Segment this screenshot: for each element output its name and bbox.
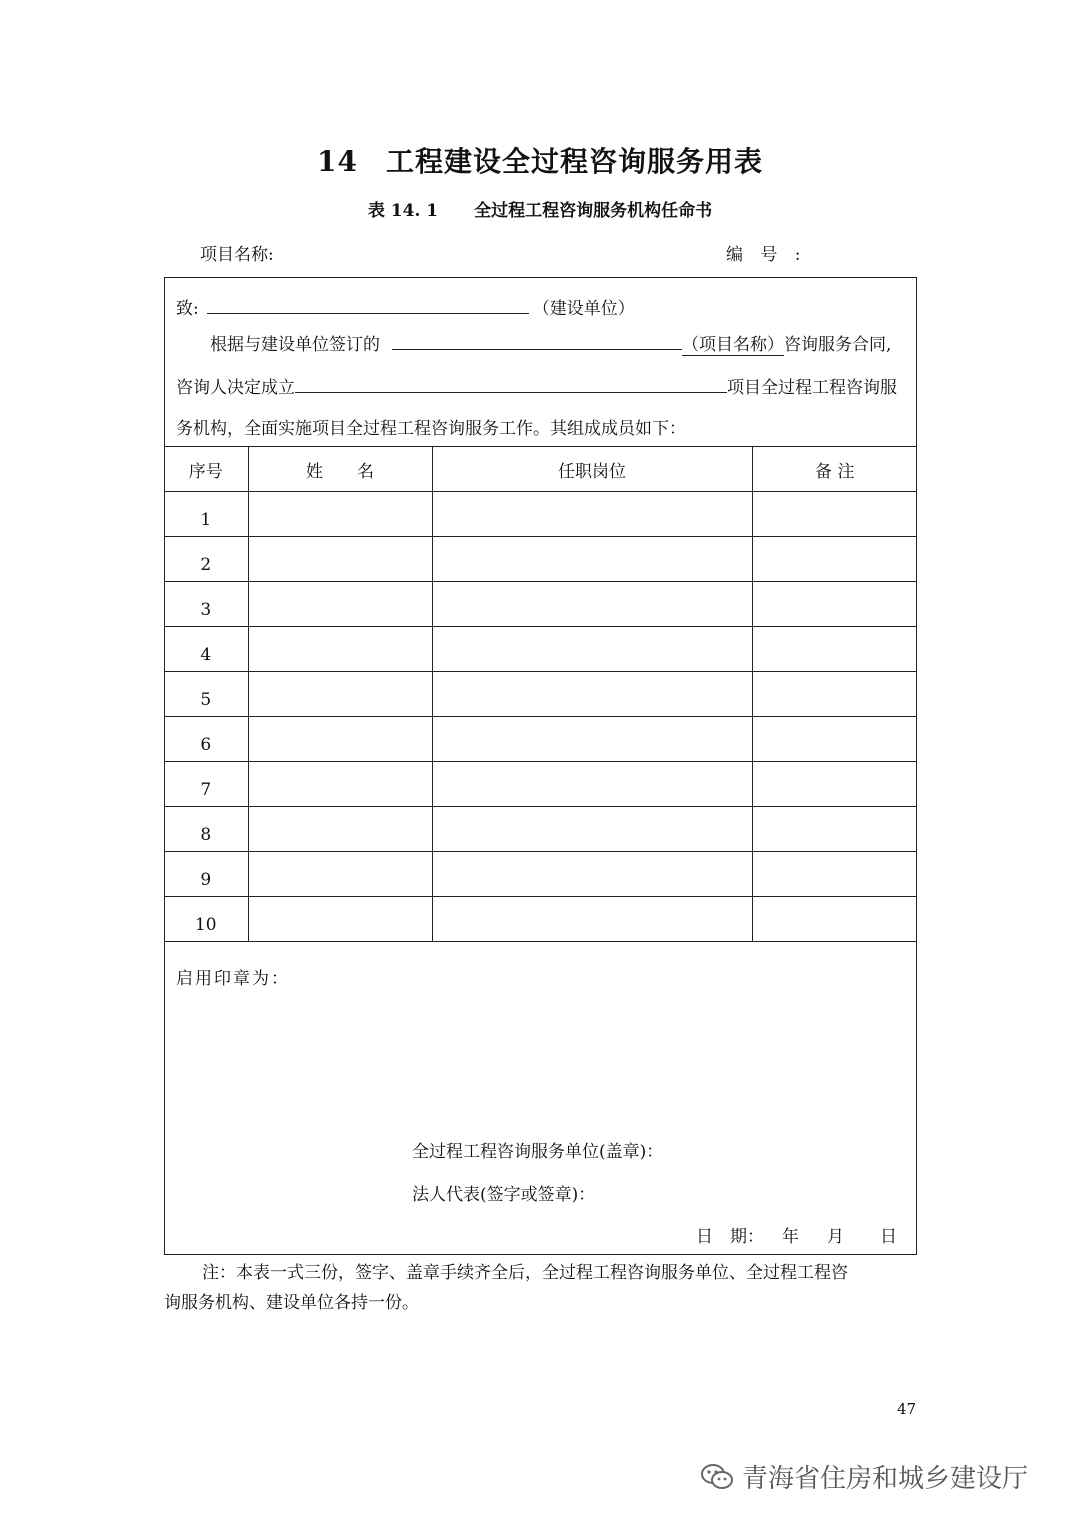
row-seq: 2 <box>164 537 248 582</box>
remark-cell[interactable] <box>752 852 917 897</box>
table-row <box>164 627 917 672</box>
unit-seal-label: 全过程工程咨询服务单位(盖章)： <box>412 1142 664 1162</box>
table-row <box>164 807 917 852</box>
project-name-label: 项目名称: <box>200 245 274 265</box>
row-seq: 8 <box>164 807 248 852</box>
table-row <box>164 537 917 582</box>
seal-label: 启用印章为： <box>176 969 290 989</box>
row-seq: 5 <box>164 672 248 717</box>
chapter-title-text: 工程建设全过程咨询服务用表 <box>385 145 763 178</box>
name-cell[interactable] <box>248 537 432 582</box>
row-seq: 7 <box>164 762 248 807</box>
construction-unit-blank[interactable] <box>207 293 529 314</box>
line3-prefix: 咨询人决定成立 <box>176 378 295 398</box>
line2-prefix: 根据与建设单位签订的 <box>210 335 380 355</box>
page-number: 47 <box>897 1400 917 1418</box>
remark-cell[interactable] <box>752 762 917 807</box>
row-seq: 10 <box>164 897 248 942</box>
header-remark: 备 注 <box>752 447 917 492</box>
remark-cell[interactable] <box>752 627 917 672</box>
note-line-1: 注：本表一式三份，签字、盖章手续齐全后，全过程工程咨询服务单位、全过程工程咨 <box>202 1263 848 1283</box>
table-row <box>164 897 917 942</box>
header-seq: 序号 <box>164 447 248 492</box>
remark-cell[interactable] <box>752 897 917 942</box>
wechat-icon <box>700 1462 734 1492</box>
row-seq: 9 <box>164 852 248 897</box>
header-position: 任职岗位 <box>432 447 752 492</box>
member-table <box>164 446 917 942</box>
intro-line-4: 务机构，全面实施项目全过程工程咨询服务工作。其组成成员如下： <box>176 419 686 439</box>
organization-blank[interactable] <box>295 372 727 393</box>
header-name: 姓 名 <box>248 447 432 492</box>
chapter-number: 14 <box>317 145 358 178</box>
watermark <box>700 1458 1028 1495</box>
table-row <box>164 672 917 717</box>
name-cell[interactable] <box>248 582 432 627</box>
table-title <box>0 196 1080 221</box>
name-cell[interactable] <box>248 492 432 537</box>
name-cell[interactable] <box>248 627 432 672</box>
position-cell[interactable] <box>432 807 752 852</box>
table-row <box>164 852 917 897</box>
serial-label: 编 号 : <box>726 245 807 265</box>
year-label: 年 <box>782 1227 799 1247</box>
name-cell[interactable] <box>248 672 432 717</box>
name-cell[interactable] <box>248 762 432 807</box>
position-cell[interactable] <box>432 492 752 537</box>
chapter-title <box>0 140 1080 180</box>
table-row <box>164 492 917 537</box>
month-label: 月 <box>827 1227 844 1247</box>
table-row <box>164 582 917 627</box>
day-label: 日 <box>880 1227 897 1247</box>
line2-project: （项目名称） <box>682 335 784 355</box>
table-row <box>164 762 917 807</box>
position-cell[interactable] <box>432 762 752 807</box>
row-seq: 1 <box>164 492 248 537</box>
row-seq: 3 <box>164 582 248 627</box>
remark-cell[interactable] <box>752 717 917 762</box>
table-code: 表 14. 1 <box>367 201 439 221</box>
remark-cell[interactable] <box>752 537 917 582</box>
remark-cell[interactable] <box>752 492 917 537</box>
name-cell[interactable] <box>248 807 432 852</box>
position-cell[interactable] <box>432 672 752 717</box>
intro-line-2 <box>210 329 891 355</box>
remark-cell[interactable] <box>752 672 917 717</box>
date-label: 日 期： <box>696 1227 764 1247</box>
intro-line-1 <box>176 293 635 319</box>
footnote <box>164 1258 924 1318</box>
table-row <box>164 717 917 762</box>
remark-cell[interactable] <box>752 582 917 627</box>
project-name-blank[interactable] <box>392 329 682 350</box>
date-row <box>696 1222 897 1247</box>
row-seq: 6 <box>164 717 248 762</box>
line2-suffix: 咨询服务合同, <box>784 335 892 355</box>
table-header-row <box>164 447 917 492</box>
to-label: 致: <box>176 299 199 319</box>
note-line-2: 询服务机构、建设单位各持一份。 <box>164 1293 419 1313</box>
remark-cell[interactable] <box>752 807 917 852</box>
position-cell[interactable] <box>432 537 752 582</box>
table-name: 全过程工程咨询服务机构任命书 <box>474 201 713 221</box>
position-cell[interactable] <box>432 717 752 762</box>
intro-line-3 <box>176 372 897 398</box>
to-suffix: （建设单位） <box>532 299 635 319</box>
position-cell[interactable] <box>432 852 752 897</box>
name-cell[interactable] <box>248 897 432 942</box>
name-cell[interactable] <box>248 852 432 897</box>
line3-suffix: 项目全过程工程咨询服 <box>727 378 897 398</box>
name-cell[interactable] <box>248 717 432 762</box>
position-cell[interactable] <box>432 897 752 942</box>
legal-rep-label: 法人代表(签字或签章)： <box>412 1185 596 1205</box>
watermark-text: 青海省住房和城乡建设厅 <box>742 1464 1029 1494</box>
position-cell[interactable] <box>432 627 752 672</box>
position-cell[interactable] <box>432 582 752 627</box>
row-seq: 4 <box>164 627 248 672</box>
